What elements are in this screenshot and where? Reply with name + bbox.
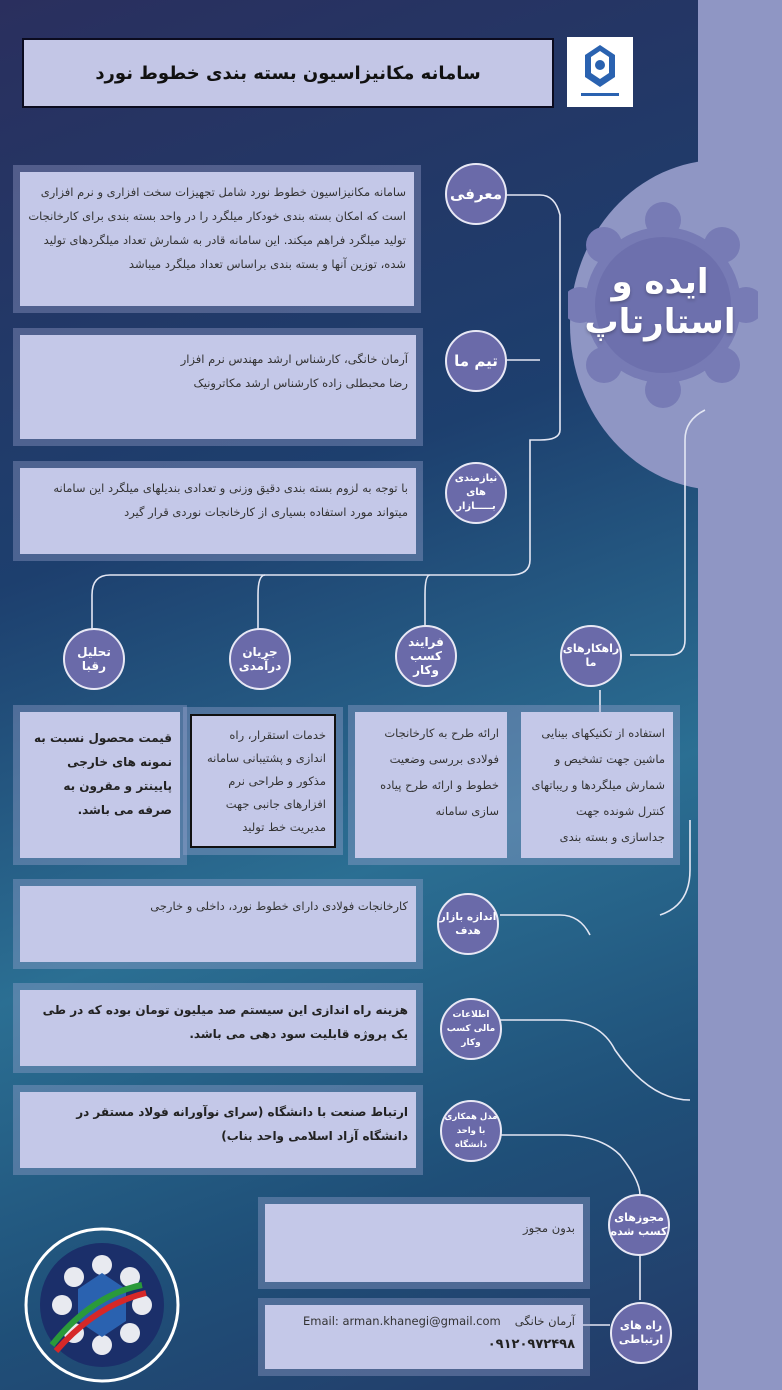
badge-title <box>575 262 745 342</box>
licenses-card <box>265 1204 583 1282</box>
badge-line-1: ایده و <box>611 262 709 302</box>
contact-email[interactable]: Email: arman.khanegi@gmail.com <box>303 1314 501 1328</box>
cooperation-node: مدل همکاری با واحد دانشگاه <box>440 1100 502 1162</box>
target-market-node: اندازه بازار هدف <box>437 893 499 955</box>
university-logo <box>567 37 633 107</box>
solutions-text: استفاده از تکنیکهای بینایی ماشین جهت تشخیص و شمارش میلگردها و ریباتهای کنترل شونده جهت جداسازی و بسته بندی <box>531 726 665 844</box>
contact-row <box>273 1309 575 1333</box>
business-process-text: ارائه طرح به کارخانجات فولادی بررسی وضعیت خطوط و ارائه طرح پیاده سازی سامانه <box>380 726 499 818</box>
page-title: سامانه مکانیزاسیون بسته بندی خطوط نورد <box>22 38 554 108</box>
contact-name: آرمان خانگی <box>514 1314 575 1328</box>
target-market-card <box>20 886 416 962</box>
solutions-card <box>521 712 673 858</box>
cooperation-text: ارتباط صنعت با دانشگاه (سرای نوآورانه فولاد مستقر در دانشگاه آزاد اسلامی واحد بناب) <box>76 1105 408 1143</box>
licenses-node: مجوزهای کسب شده <box>608 1194 670 1256</box>
revenue-node: جریان درآمدی <box>229 628 291 690</box>
competitors-card <box>20 712 180 858</box>
revenue-text: خدمات استقرار، راه اندازی و پشتیبانی سامانه مذکور و طراحی نرم افزارهای جانبی جهت مدیریت خط تولید <box>206 728 326 834</box>
team-member-1: آرمان خانگی، کارشناس ارشد مهندس نرم افزار <box>180 352 408 366</box>
intro-card <box>20 172 414 306</box>
financial-node: اطلاعات مالی کسب وکار <box>440 998 502 1060</box>
business-process-card <box>355 712 507 858</box>
market-needs-card <box>20 468 416 554</box>
target-market-text: کارخانجات فولادی دارای خطوط نورد، داخلی و خارجی <box>150 899 408 913</box>
contact-node: راه های ارتباطی <box>610 1302 672 1364</box>
anniversary-emblem-icon <box>22 1225 182 1385</box>
solutions-node: راهکارهای ما <box>560 625 622 687</box>
team-node: تیم ما <box>445 330 507 392</box>
cooperation-card <box>20 1092 416 1168</box>
revenue-card <box>190 714 336 848</box>
intro-node: معرفی <box>445 163 507 225</box>
competitors-node: تحلیل رقبا <box>63 628 125 690</box>
contact-card <box>265 1305 583 1369</box>
market-needs-text: با توجه به لزوم بسته بندی دقیق وزنی و تعدادی بندیلهای میلگرد این سامانه میتواند مورد استفاده بسیاری از کارخانجات نوردی قرار گیرد <box>53 481 408 519</box>
intro-text: سامانه مکانیزاسیون خطوط نورد شامل تجهیزات سخت افزاری و نرم افزاری است که امکان بسته بندی خودکار میلگرد را در واحد بسته بندی برای کارخانجات تولید میلگرد فراهم میکند. این سامانه قادر به شمارش تعداد میلگردهای تولید شده، توزین آنها و بسته بندی براساس تعداد میلگرد میباشد <box>28 185 406 271</box>
contact-phone[interactable]: ۰۹۱۲۰۹۷۲۴۹۸ <box>487 1337 575 1352</box>
business-process-node: فرایند کسب وکار <box>395 625 457 687</box>
competitors-text: قیمت محصول نسبت به نمونه های خارجی پایینتر و مقرون به صرفه می باشد. <box>34 731 172 817</box>
team-member-2: رضا محبطلی زاده کارشناس ارشد مکاترونیک <box>193 376 408 390</box>
financial-text: هزینه راه اندازی این سیستم صد میلیون تومان بوده که در طی یک پروژه قابلیت سود دهی می باشد. <box>42 1003 408 1041</box>
financial-card <box>20 990 416 1066</box>
licenses-text: بدون مجوز <box>523 1221 575 1235</box>
market-needs-node: نیازمندی های بـــــازار <box>445 462 507 524</box>
badge-line-2: استارتاپ <box>584 302 736 342</box>
team-card <box>20 335 416 439</box>
